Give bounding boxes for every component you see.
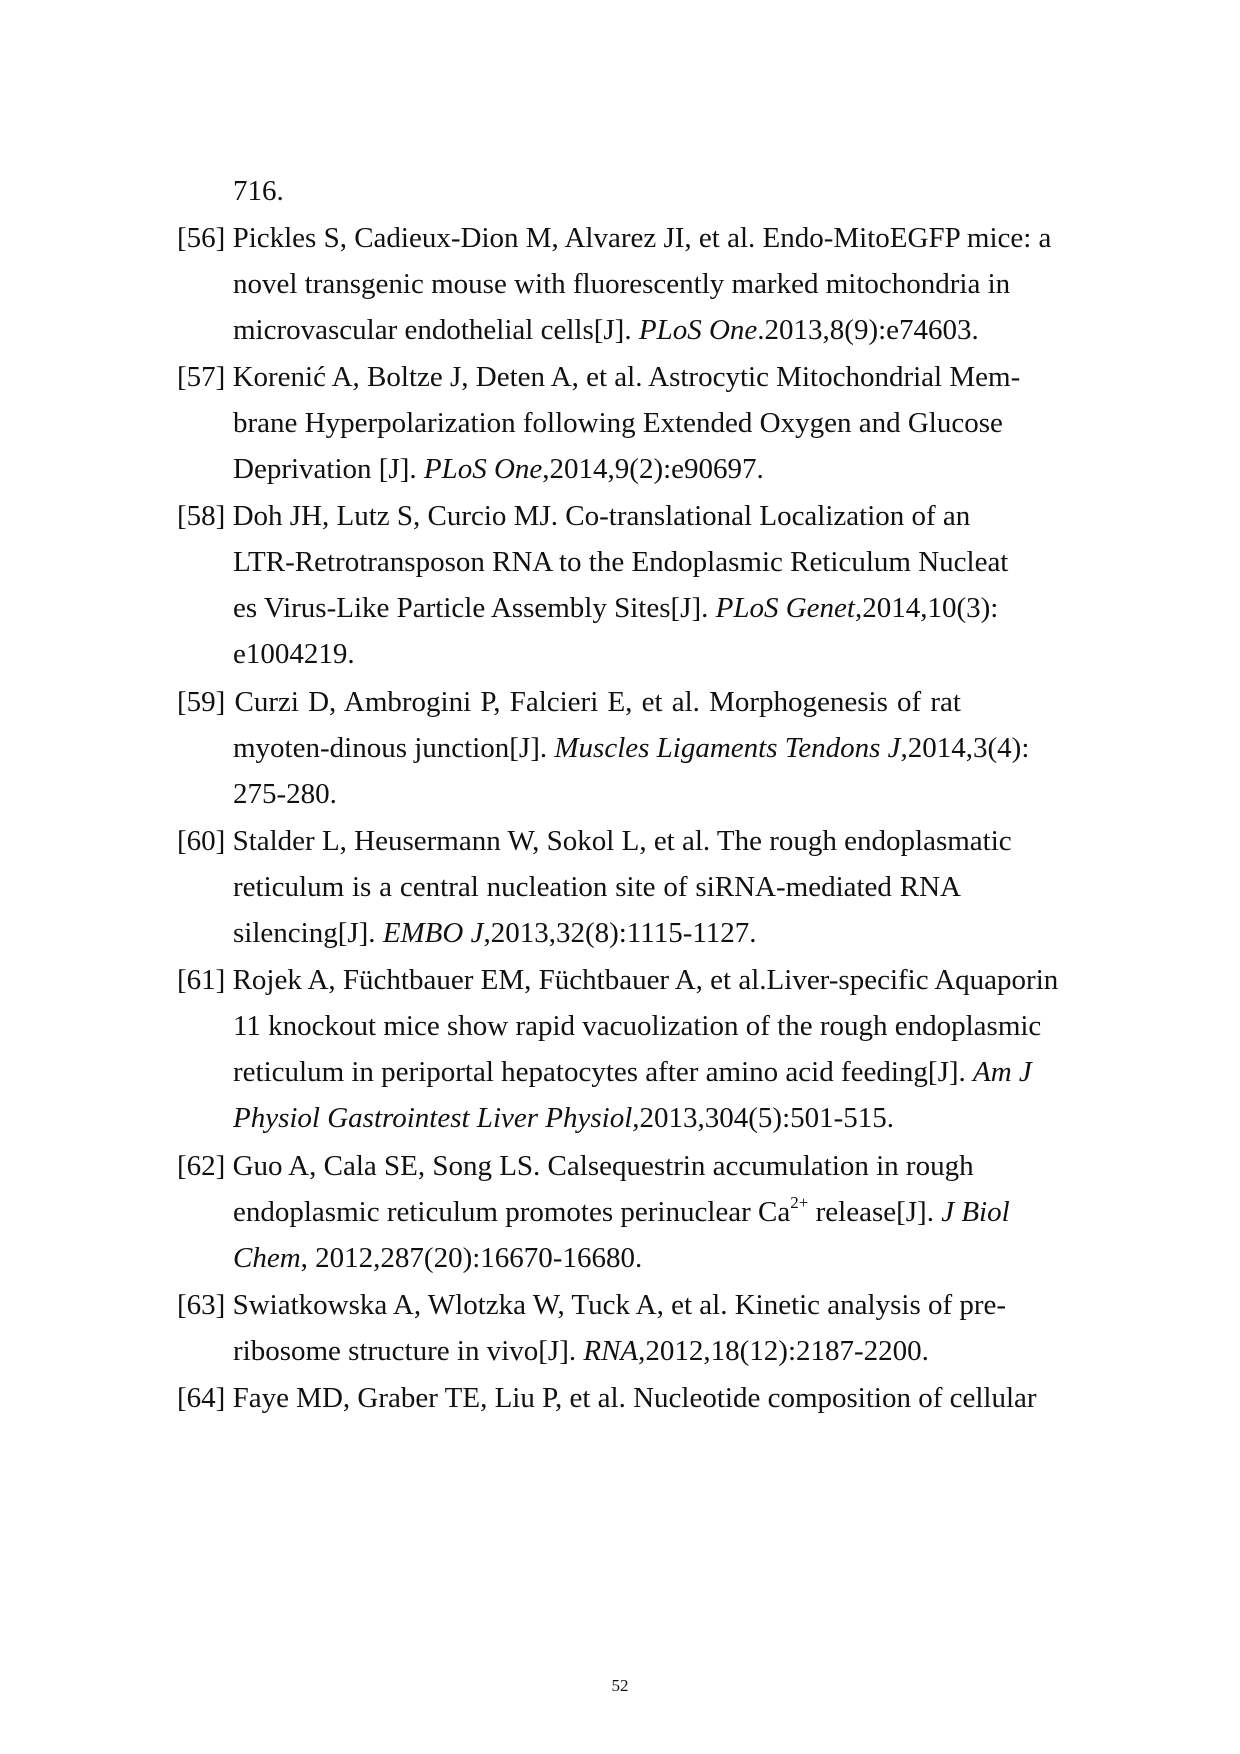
- reference-61-line-4: Physiol Gastrointest Liver Physiol,2013,304(5):501-515.: [233, 1102, 895, 1134]
- reference-61-line-3: reticulum in periportal hepatocytes after amino acid feeding[J]. Am J: [233, 1056, 1032, 1088]
- reference-59-line-3: 275-280.: [233, 778, 337, 810]
- reference-59-line-1: [59] Curzi D, Ambrogini P, Falcieri E, et al. Morphogenesis of rat: [177, 686, 961, 718]
- reference-61-line-2: 11 knockout mice show rapid vacuolization of the rough endoplasmic: [233, 1010, 1042, 1042]
- reference-60-line-1: [60] Stalder L, Heusermann W, Sokol L, et al. The rough endoplasmatic: [177, 825, 1012, 857]
- reference-62-line-3: Chem, 2012,287(20):16670-16680.: [233, 1242, 643, 1274]
- journal-title: RNA: [583, 1335, 639, 1367]
- reference-62-line-1: [62] Guo A, Cala SE, Song LS. Calsequestrin accumulation in rough: [177, 1150, 974, 1182]
- journal-title: PLoS Genet: [715, 592, 855, 624]
- journal-title: Muscles Ligaments Tendons J: [554, 732, 901, 764]
- journal-title: Chem: [233, 1242, 301, 1274]
- reference-60-line-2: reticulum is a central nucleation site of siRNA-mediated RNA: [233, 871, 961, 903]
- journal-title: PLoS One: [638, 314, 758, 346]
- reference-63-line-2: ribosome structure in vivo[J]. RNA,2012,18(12):2187-2200.: [233, 1335, 929, 1367]
- reference-58-line-3: es Virus-Like Particle Assembly Sites[J]. PLoS Genet,2014,10(3):: [233, 592, 999, 624]
- reference-58-line-4: e1004219.: [233, 638, 355, 670]
- reference-58-line-2: LTR-Retrotransposon RNA to the Endoplasmic Reticulum Nucleat: [233, 546, 1009, 578]
- reference-62-line-2: endoplasmic reticulum promotes perinuclear $Ca^{2+}$ release[J]. J Biol: [233, 1193, 1010, 1228]
- reference-57-line-3: Deprivation [J]. PLoS One,2014,9(2):e90697.: [233, 453, 764, 485]
- journal-title: J Biol: [941, 1196, 1010, 1228]
- reference-59-line-2: myoten-dinous junction[J]. Muscles Ligaments Tendons J,2014,3(4):: [233, 732, 1030, 764]
- reference-63-line-1: [63] Swiatkowska A, Wlotzka W, Tuck A, et al. Kinetic analysis of pre-: [177, 1289, 1007, 1321]
- reference-56-line-3: microvascular endothelial cells[J]. PLoS One.2013,8(9):e74603.: [233, 314, 979, 346]
- journal-title: EMBO J: [382, 917, 484, 949]
- reference-57-line-1: [57] Korenić A, Boltze J, Deten A, et al. Astrocytic Mitochondrial Mem-: [177, 361, 1021, 393]
- journal-title: PLoS One: [423, 453, 543, 485]
- reference-57-line-2: brane Hyperpolarization following Extended Oxygen and Glucose: [233, 407, 1003, 439]
- reference-58-line-1: [58] Doh JH, Lutz S, Curcio MJ. Co-translational Localization of an: [177, 500, 971, 532]
- reference-56-line-2: novel transgenic mouse with fluorescently marked mitochondria in: [233, 268, 1011, 300]
- previous-reference-tail: 716.: [233, 175, 284, 207]
- reference-56-line-1: [56] Pickles S, Cadieux-Dion M, Alvarez JI, et al. Endo-MitoEGFP mice: a: [177, 222, 1052, 254]
- reference-61-line-1: [61] Rojek A, Füchtbauer EM, Füchtbauer A, et al.Liver-specific Aquaporin: [177, 964, 1059, 996]
- superscript: 2+: [790, 1193, 809, 1212]
- page-number: 52: [611, 1676, 629, 1695]
- journal-title: Am J: [973, 1056, 1032, 1088]
- reference-64-line-1: [64] Faye MD, Graber TE, Liu P, et al. Nucleotide composition of cellular: [177, 1382, 1037, 1414]
- reference-60-line-3: silencing[J]. EMBO J,2013,32(8):1115-1127.: [233, 917, 757, 949]
- journal-title: Physiol Gastrointest Liver Physiol: [233, 1102, 633, 1134]
